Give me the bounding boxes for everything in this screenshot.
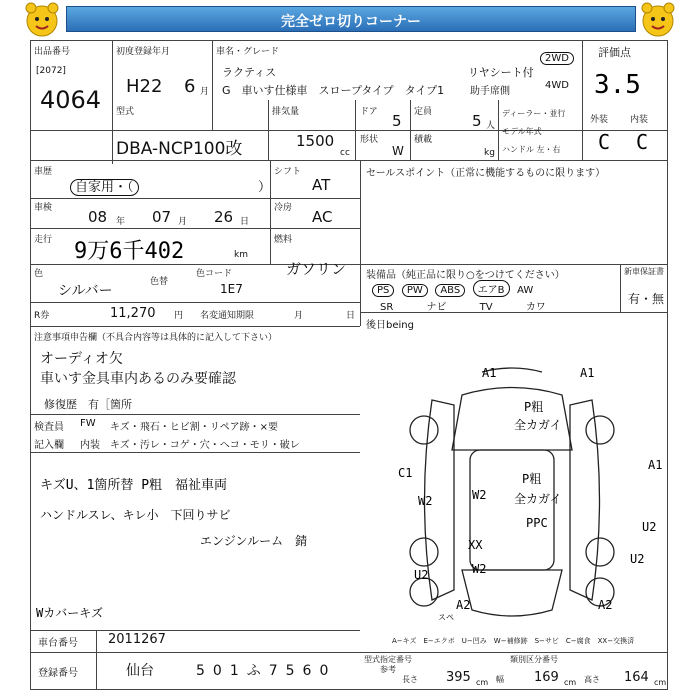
mark-a1-top-right: A1 [580,366,595,380]
color-code-label: 色コード [196,269,233,279]
notes-line-2: 車いす金具車内あるのみ要確認 [40,371,236,387]
mascot-icon [636,2,680,40]
model-label: 車名・グレード [216,47,280,57]
notice-label: 名変通知期限 [200,311,255,321]
equipment-leather: カワ [525,302,546,313]
drive-other: 4WD [545,80,569,91]
notice-day-unit: 日 [346,311,356,321]
mileage-label: 走行 [34,235,53,245]
capacity-unit: 人 [486,121,496,131]
damage-diagram [362,360,662,628]
handle-label: ハンドル 左・右 [502,145,561,154]
model-note-bottom: 助手席側 [470,86,510,97]
interior-items: キズ・汚レ・コゲ・穴・へコ・モリ・破レ [110,440,300,451]
cert-label: 型式指定番号 [364,655,412,664]
r-price-value: 11,270 [110,306,156,321]
model-note-top: リヤシート付 [468,66,534,79]
history-label: 車歴 [34,167,53,177]
warranty-value: 有・無 [628,292,665,306]
displacement-value: 1500 [296,132,335,150]
mileage-unit: km [234,250,248,260]
inspector-fw: FW [80,418,96,429]
length-unit: cm [476,678,489,687]
handwritten-line-1: キズU、1箇所替 P粗 福祉車両 [40,478,228,493]
dealer-label: ディーラー・並行 [502,109,566,118]
mark-a1-top-left: A1 [482,366,497,380]
registration-number: 501ふ7560 [196,663,337,679]
aircon-label: 冷房 [274,203,293,213]
warranty-label: 新車保証書 [624,267,664,276]
history-value: 自家用・（ [70,176,139,195]
shift-value: AT [312,176,331,194]
registration-place: 仙台 [126,663,154,679]
fuel-value: ガソリン [286,260,347,278]
wheel-note: Wカバーキズ [36,606,103,620]
class-label: 類別区分番号 [510,655,558,664]
load-unit: kg [484,148,495,158]
first-reg-month-unit: 月 [200,87,210,97]
mark-a2-left: A2 [456,598,471,612]
interior-label: 内装 [80,440,100,451]
mascot-icon [20,2,64,40]
rear-seat-label: 後日being [366,320,414,331]
mark-u2-left: U2 [414,568,429,582]
mark-a1-right: A1 [648,458,663,472]
equipment-navi: ナビ [426,302,447,313]
first-reg-label: 初度登録年月 [116,47,171,57]
title-bar [66,6,636,32]
page-title: 完全ゼロ切りコーナー [281,14,421,30]
equipment-ps: PS [372,284,394,297]
mileage-value: 9万6千402 [74,239,185,264]
color-label: 色 [34,269,44,279]
width-unit: cm [564,678,577,687]
lot-bracket: [2072] [36,66,66,76]
sales-points-label: セールスポイント（正常に機能するものに限ります） [366,168,606,179]
handwritten-line-3: エンジンルーム 錆 [200,534,308,548]
mark-roof-paint: P粗 [524,400,544,414]
score-int-label: 内装 [630,115,649,125]
inspection-month-unit: 月 [178,217,188,227]
doors-label: ドア [360,107,378,117]
score-ext-value: C [598,130,611,154]
shape-value: W [392,144,404,158]
mark-xx: XX [468,538,483,552]
color-change-label: 色替 [150,277,169,287]
inspection-year-unit: 年 [116,217,126,227]
length-label: 長さ [402,675,418,684]
drive-selected: 2WD [540,52,574,65]
entry-label: 記入欄 [34,440,64,451]
inspection-day: 26 [214,208,234,226]
equipment-row-2 [380,298,550,313]
model-name: ラクティス [222,66,277,79]
mark-w2-left: W2 [418,494,433,508]
equipment-row-1 [372,280,537,297]
mark-a2-right: A2 [598,598,613,612]
notes-label: 注意事項申告欄（不具合内容等は具体的に記入して下さい） [34,333,278,343]
color-code-value: 1E7 [220,282,243,296]
height-label: 高さ [584,675,600,684]
notice-month-unit: 月 [294,311,304,321]
shift-label: シフト [274,167,302,177]
score-value: 3.5 [594,70,641,100]
score-int-value: C [636,130,649,154]
damage-legend: A−キズ E−エクボ U−凹み W−補修跡 S−サビ C−腐食 XX−交換済 [392,637,635,645]
mark-u2-right: U2 [642,520,657,534]
fuel-label: 燃料 [274,235,293,245]
first-reg-month: 6 [184,76,196,97]
model-grade: G 車いす仕様車 スロープタイプ タイプ1 [222,84,445,97]
equipment-sr: SR [380,302,394,313]
mark-body-note: 全カガイ [514,492,562,506]
inspector-items: キズ・飛石・ヒビ割・リペア跡・×要 [110,422,278,433]
load-label: 積載 [414,135,433,145]
height-value: 164 [624,670,649,685]
color-value: シルバー [58,283,113,299]
mark-w2-door: W2 [472,488,487,502]
shape-label: 形状 [360,135,379,145]
chassis-label: 車台番号 [38,638,78,649]
inspector-label: 検査員 [34,422,64,433]
score-ext-label: 外装 [590,115,609,125]
mark-c1: C1 [398,466,413,480]
inspection-label: 車検 [34,203,53,213]
lot-number: 4064 [40,86,102,114]
mark-u2-right-lower: U2 [630,552,645,566]
chassis-value: 2011267 [108,632,166,647]
first-reg-era: H22 [126,76,163,97]
width-label: 幅 [496,675,504,684]
header-bar [0,0,700,40]
mark-roof-note: 全カガイ [514,418,562,432]
type-label: 型式 [116,107,135,117]
registration-label: 登録番号 [38,668,78,679]
equipment-tv: TV [479,302,493,313]
height-unit: cm [654,678,667,687]
handwritten-line-2: ハンドルスレ、キレ小 下回りサビ [40,508,231,522]
capacity-value: 5 [472,112,482,130]
equipment-abs: ABS [435,284,465,297]
r-price-unit: 円 [174,311,184,321]
displacement-unit: cc [340,148,350,158]
mark-body-paint: P粗 [522,472,542,486]
lot-label: 出品番号 [34,47,71,57]
score-label: 評価点 [598,46,631,59]
doors-value: 5 [392,112,402,130]
notes-line-1: オーディオ欠 [40,351,123,367]
equipment-aw: AW [517,285,534,296]
type-value: DBA-NCP100改 [116,139,243,159]
length-value: 395 [446,670,471,685]
capacity-label: 定員 [414,107,433,117]
history-close: ） [258,180,272,195]
inspection-day-unit: 日 [240,217,250,227]
equipment-pw: PW [402,284,428,297]
displacement-label: 排気量 [272,107,300,117]
inspection-year: 08 [88,208,108,226]
mark-ppc: PPC [526,516,548,530]
width-value: 169 [534,670,559,685]
inspection-month: 07 [152,208,172,226]
model-year-label: モデル年式 [502,127,542,136]
ref-label: 参考 [380,665,396,674]
mark-spare: スペ [438,613,454,622]
aircon-value: AC [312,208,333,226]
repair-label: 修復歴 有［箇所 [44,398,132,411]
equipment-label: 装備品（純正品に限り○をつけてください） [366,270,565,281]
mark-w2-rear: W2 [472,562,487,576]
equipment-airbag: エアB [473,280,510,297]
r-price-label: R券 [34,311,50,321]
